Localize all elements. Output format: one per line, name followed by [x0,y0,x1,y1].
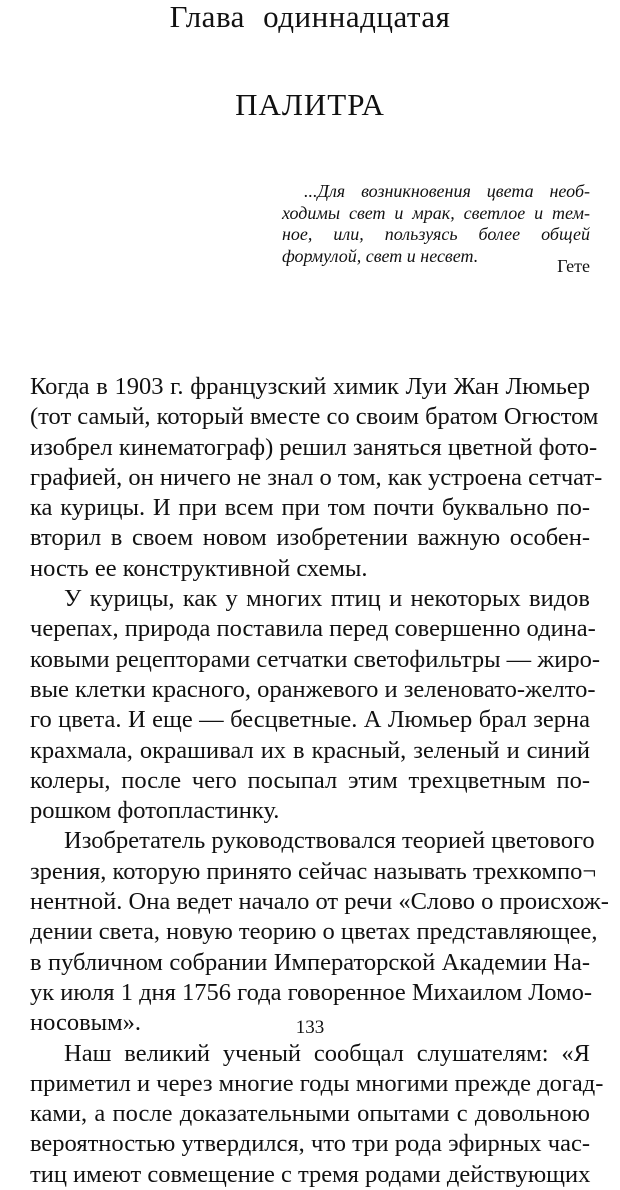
body-line: тиц имеют совмещение с тремя родами действующих [30,1160,591,1188]
body-line: крахмала, окрашивал их в красный, зеленый и синий [30,736,590,764]
body-line: го цвета. И еще — бесцветные. А Люмьер брал зерна [30,706,590,734]
body-line: черепах, природа поставила перед совершенно одина- [30,615,596,643]
body-line: носовым». [30,1009,142,1037]
body-line: приметил и через многие годы многими прежде догад- [30,1069,604,1097]
body-line: нентной. Она ведет начало от речи «Слово о происхож- [30,888,609,916]
body-line: дении света, новую теорию о цветах представляющее, [30,918,598,946]
epigraph-author: Гете [557,256,590,276]
chapter-heading: Глава одиннадцатая [169,0,451,34]
body-line: графией, он ничего не знал о том, как устроена сетчат- [30,463,603,491]
body-line: ковыми рецепторами сетчатки светофильтры — жиро- [30,645,600,673]
body-line: ка курицы. И при всем при том почти буквально по- [30,494,590,522]
body-line: ками, а после доказательными опытами с довольною [30,1100,590,1128]
page-number: 133 [295,1017,325,1038]
epigraph-line: ходимы свет и мрак, светлое и тем- [282,202,590,223]
epigraph-line: формулой, свет и несвет. [282,245,479,266]
body-line: зрения, которую принято сейчас называть трехкомпо¬ [30,857,597,885]
body-line: изобрел кинематограф) решил заняться цветной фото- [30,433,598,461]
body-text [30,372,609,1190]
body-line: Наш великий ученый сообщал слушателям: «Я [64,1039,590,1067]
body-line: Когда в 1903 г. французский химик Луи Жан Люмьер [30,373,590,400]
chapter-title: ПАЛИТРА [235,87,385,122]
body-line: вые клетки красного, оранжевого и зеленовато-желто- [30,675,596,703]
body-line: колеры, после чего посыпал этим трехцветным по- [30,766,590,794]
body-line: рошком фотопластинку. [30,797,280,825]
body-line: (тот самый, который вместе со своим братом Огюстом [30,403,599,431]
body-line: Изобретатель руководствовался теорией цветового [64,827,595,855]
epigraph-line: ...Для возникновения цвета необ- [304,181,590,201]
body-line: вторил в своем новом изобретении важную особен- [30,524,590,552]
body-line: ук июля 1 дня 1756 года говоренное Михаилом Ломо- [30,978,593,1006]
body-line: вероятностью утвердился, что три рода эфирных час- [30,1130,590,1158]
body-line: У курицы, как у многих птиц и некоторых видов [64,585,590,613]
body-line: ность ее конструктивной схемы. [30,554,368,582]
epigraph-line: ное, или, пользуясь более общей [282,224,590,244]
body-line: в публичном собрании Императорской Академии На- [30,948,590,976]
